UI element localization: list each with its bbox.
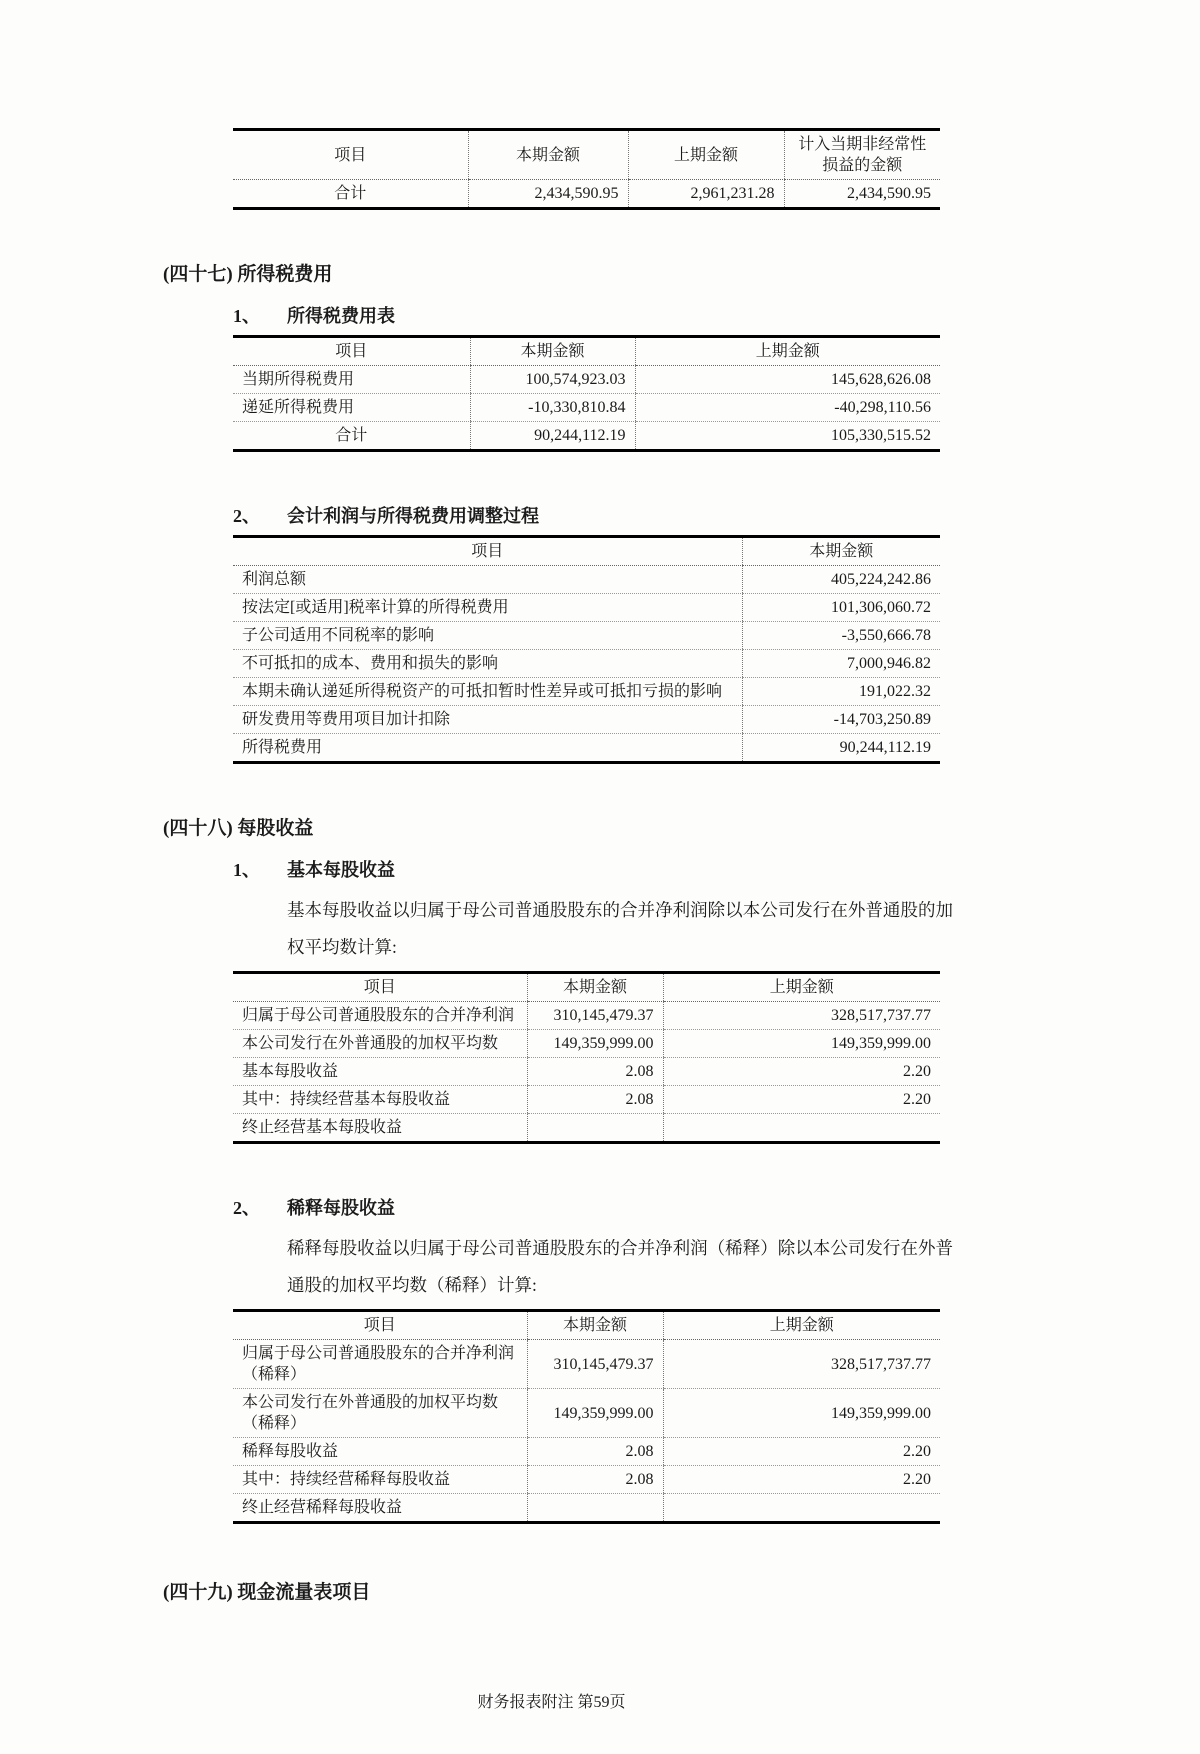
table-row-total [233,422,940,451]
table-row [233,566,940,594]
cell-value: 90,244,112.19 [742,734,940,763]
cell-value: 105,330,515.52 [635,422,940,451]
cell-value: 2.20 [663,1058,940,1086]
document-content [163,128,953,1714]
cell-value [527,1494,663,1523]
cell-value: 149,359,999.00 [663,1389,940,1438]
section-47-heading: (四十七) 所得税费用 [163,264,333,285]
cell-value: -40,298,110.56 [635,394,940,422]
cell-value: 328,517,737.77 [663,1340,940,1389]
table-row [233,1340,940,1389]
cell-item: 本期未确认递延所得税资产的可抵扣暂时性差异或可抵扣亏损的影响 [233,678,742,706]
table-row [233,1086,940,1114]
cell-value: -10,330,810.84 [470,394,635,422]
table-row [233,1466,940,1494]
cell-item: 子公司适用不同税率的影响 [233,622,742,650]
table-header-row [233,973,940,1002]
diluted-eps-description: 稀释每股收益以归属于母公司普通股股东的合并净利润（稀释）除以本公司发行在外普通股的加权平均数（稀释）计算: [287,1238,953,1295]
cell-item: 归属于母公司普通股股东的合并净利润 [233,1002,527,1030]
cell-value: 2.08 [527,1058,663,1086]
subsection-number: 1、 [233,860,260,880]
subsection-title: 基本每股收益 [287,860,395,880]
subsection-47-1-heading [233,304,940,328]
table-row [233,366,940,394]
column-header: 项目 [233,973,527,1002]
column-header: 本期金额 [527,973,663,1002]
cell-item: 递延所得税费用 [233,394,470,422]
cell-value: 149,359,999.00 [527,1389,663,1438]
cell-value [663,1494,940,1523]
column-header: 项目 [233,537,742,566]
table-header-row [233,1311,940,1340]
cell-value: 145,628,626.08 [635,366,940,394]
table-row [233,1002,940,1030]
table-row [233,1494,940,1523]
cell-item: 合计 [335,427,368,444]
cell-value: 149,359,999.00 [663,1030,940,1058]
cell-value: 90,244,112.19 [470,422,635,451]
income-tax-expense-table [233,335,940,452]
table-row [233,594,940,622]
cell-item: 归属于母公司普通股股东的合并净利润（稀释） [233,1340,527,1389]
cell-value: 191,022.32 [742,678,940,706]
basic-eps-description: 基本每股收益以归属于母公司普通股股东的合并净利润除以本公司发行在外普通股的加权平均数计算: [287,900,953,957]
cell-value: 2,434,590.95 [468,180,628,209]
subsection-47-2-heading [233,504,940,528]
column-header: 项目 [233,1311,527,1340]
cell-value: 149,359,999.00 [527,1030,663,1058]
subsection-48-2-heading [233,1196,940,1220]
non-recurring-items-total-table [233,128,940,210]
column-header: 上期金额 [628,130,784,180]
subsection-title: 稀释每股收益 [287,1198,395,1218]
cell-item: 合计 [334,185,367,202]
column-header: 项目 [233,337,470,366]
cell-item: 研发费用等费用项目加计扣除 [233,706,742,734]
cell-value: 310,145,479.37 [527,1002,663,1030]
cell-item: 其中：持续经营稀释每股收益 [233,1466,527,1494]
basic-eps-table [233,971,940,1144]
cell-item: 按法定[或适用]税率计算的所得税费用 [233,594,742,622]
table-header-row [233,537,940,566]
cell-value: 405,224,242.86 [742,566,940,594]
cell-value: 2.20 [663,1466,940,1494]
cell-value: 7,000,946.82 [742,650,940,678]
cell-value: 310,145,479.37 [527,1340,663,1389]
table-row [233,1058,940,1086]
tax-reconciliation-table [233,535,940,764]
cell-value: 328,517,737.77 [663,1002,940,1030]
cell-item: 终止经营基本每股收益 [242,1119,403,1136]
cell-value [663,1114,940,1143]
subsection-number: 2、 [233,506,260,526]
section-48-heading: (四十八) 每股收益 [163,818,314,839]
cell-item: 其中：持续经营基本每股收益 [233,1086,527,1114]
column-header: 上期金额 [663,973,940,1002]
column-header: 上期金额 [663,1311,940,1340]
table-row [233,394,940,422]
cell-item: 基本每股收益 [233,1058,527,1086]
subsection-title: 所得税费用表 [287,306,395,326]
column-header: 计入当期非经常性损益的金额 [784,130,940,180]
table-row [233,622,940,650]
cell-item: 不可抵扣的成本、费用和损失的影响 [233,650,742,678]
cell-item: 本公司发行在外普通股的加权平均数（稀释） [233,1389,527,1438]
subsection-title: 会计利润与所得税费用调整过程 [287,506,539,526]
subsection-48-1-heading [233,858,940,882]
cell-value [527,1114,663,1143]
table-row [233,650,940,678]
cell-value: 101,306,060.72 [742,594,940,622]
table-row [233,1438,940,1466]
cell-value: 2.20 [663,1086,940,1114]
cell-item: 所得税费用 [242,739,323,756]
cell-value: 2,961,231.28 [628,180,784,209]
cell-item: 当期所得税费用 [233,366,470,394]
cell-value: -3,550,666.78 [742,622,940,650]
diluted-eps-table [233,1309,940,1524]
table-row [233,706,940,734]
section-49-heading: (四十九) 现金流量表项目 [163,1582,371,1603]
column-header: 本期金额 [470,337,635,366]
cell-value: 2.08 [527,1086,663,1114]
cell-value: 2.20 [663,1438,940,1466]
table-row [233,734,940,763]
cell-value: 2.08 [527,1466,663,1494]
cell-value: -14,703,250.89 [742,706,940,734]
cell-value: 100,574,923.03 [470,366,635,394]
cell-value: 2.08 [527,1438,663,1466]
column-header: 本期金额 [468,130,628,180]
column-header: 本期金额 [742,537,940,566]
table-row [233,1030,940,1058]
page-footer: 财务报表附注 第59页 [477,1694,626,1711]
cell-item: 终止经营稀释每股收益 [242,1499,403,1516]
cell-item: 利润总额 [233,566,742,594]
table-header-row [233,130,940,180]
cell-item: 稀释每股收益 [233,1438,527,1466]
subsection-number: 1、 [233,306,260,326]
table-row [233,1389,940,1438]
cell-value: 2,434,590.95 [784,180,940,209]
table-row [233,1114,940,1143]
cell-item: 本公司发行在外普通股的加权平均数 [233,1030,527,1058]
table-header-row [233,337,940,366]
table-row [233,678,940,706]
subsection-number: 2、 [233,1198,260,1218]
column-header: 项目 [233,130,468,180]
table-row-total [233,180,940,209]
column-header: 本期金额 [527,1311,663,1340]
column-header: 上期金额 [635,337,940,366]
